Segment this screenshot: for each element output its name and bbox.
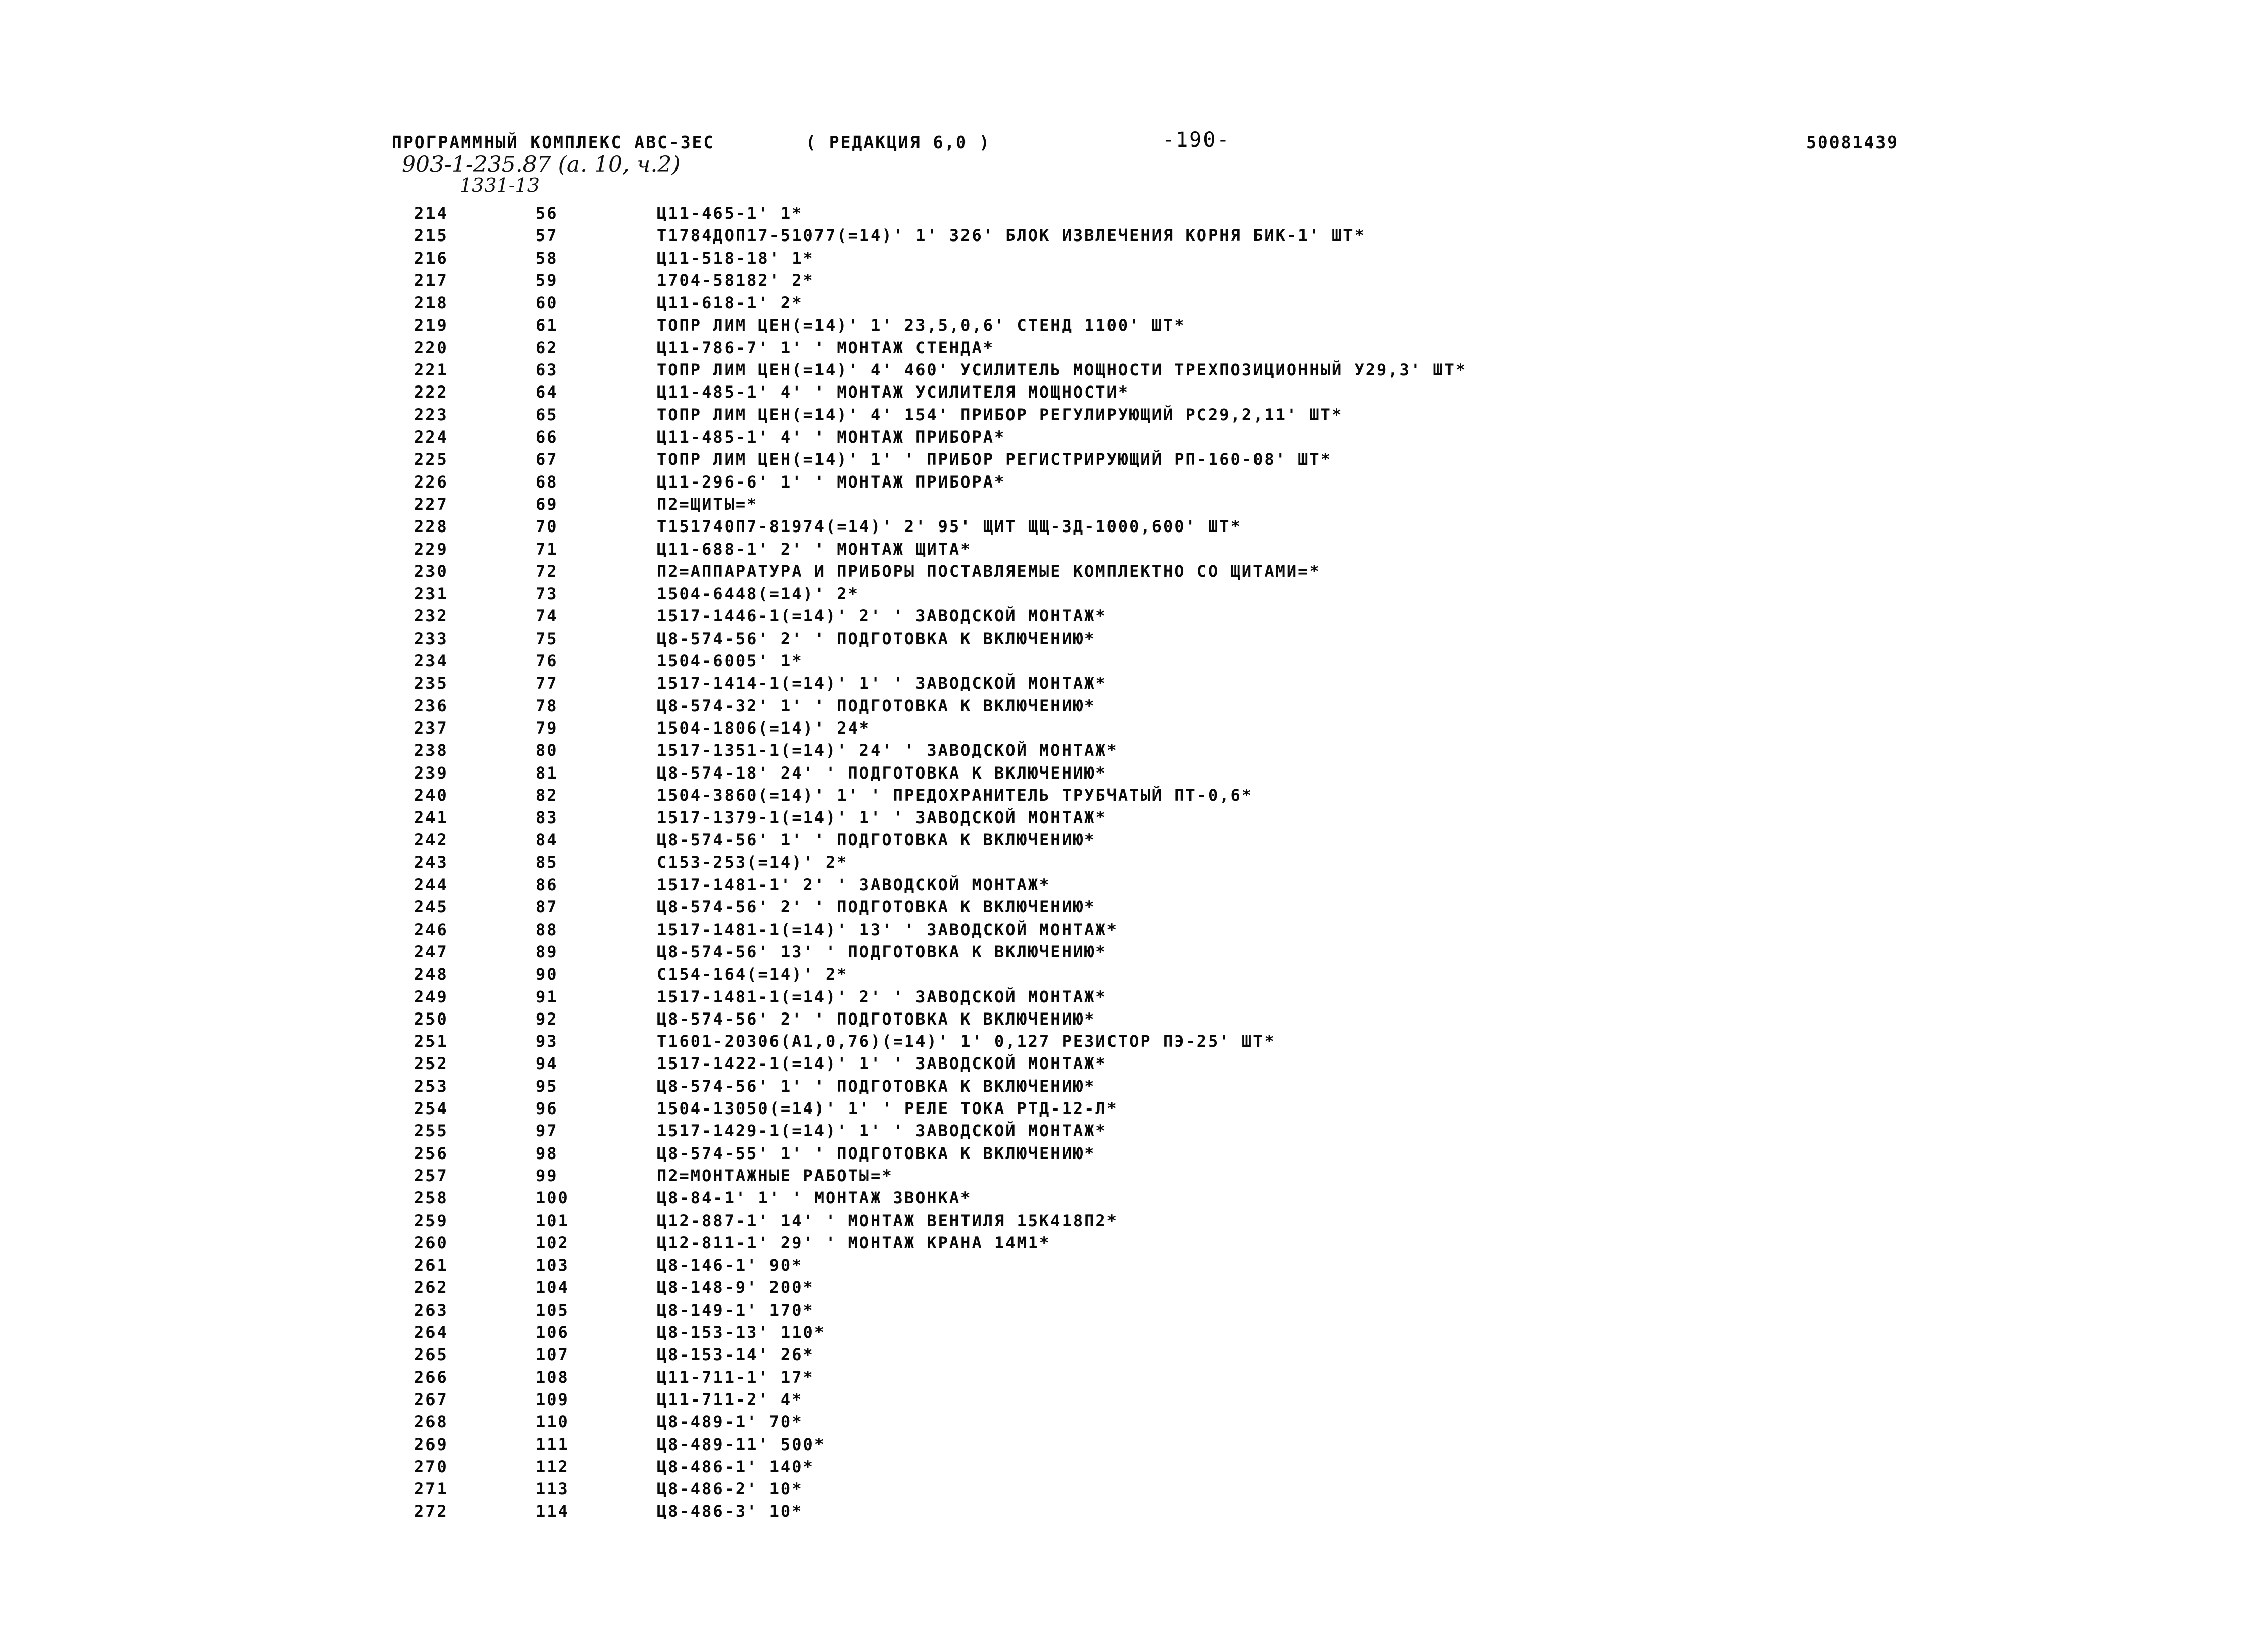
record-text: Ц11-485-1' 4' ' МОНТАЖ ПРИБОРА* xyxy=(657,427,1006,447)
record-text: Ц11-485-1' 4' ' МОНТАЖ УСИЛИТЕЛЯ МОЩНОСТИ* xyxy=(657,382,1130,402)
line-number: 237 xyxy=(414,718,448,738)
record-number: 96 xyxy=(536,1099,558,1118)
record-number: 110 xyxy=(536,1412,569,1432)
record-text: Ц8-146-1' 90* xyxy=(657,1256,803,1275)
line-number: 245 xyxy=(414,897,448,917)
record-number: 104 xyxy=(536,1278,569,1297)
record-number: 111 xyxy=(536,1434,569,1454)
line-number: 214 xyxy=(414,204,448,223)
record-number: 76 xyxy=(536,651,558,670)
record-text: ТОПР ЛИМ ЦЕН(=14)' 1' 23,5,0,6' СТЕНД 1100' ШТ* xyxy=(657,315,1186,335)
record-text: 1517-1481-1(=14)' 2' ' ЗАВОДСКОЙ МОНТАЖ* xyxy=(657,987,1107,1006)
record-number: 82 xyxy=(536,785,558,805)
program-title: ПРОГРАММНЫЙ КОМПЛЕКС АВС-ЗЕС xyxy=(392,132,715,152)
record-text: Ц8-148-9' 200* xyxy=(657,1278,814,1297)
record-number: 66 xyxy=(536,427,558,447)
line-number: 241 xyxy=(414,808,448,828)
line-number: 217 xyxy=(414,270,448,290)
record-text: Ц8-574-56' 1' ' ПОДГОТОВКА К ВКЛЮЧЕНИЮ* xyxy=(657,1076,1096,1096)
record-number: 74 xyxy=(536,606,558,626)
line-number: 215 xyxy=(414,226,448,246)
record-text: Ц8-486-3' 10* xyxy=(657,1502,803,1521)
line-number: 262 xyxy=(414,1278,448,1297)
record-text: Ц8-153-14' 26* xyxy=(657,1345,814,1365)
handwritten-subreference: 1331-13 xyxy=(460,174,540,197)
record-text: 1704-58182' 2* xyxy=(657,270,814,290)
record-text: П2=ЩИТЫ=* xyxy=(657,494,758,514)
record-text: 1504-6448(=14)' 2* xyxy=(657,584,859,604)
record-number: 100 xyxy=(536,1188,569,1208)
record-text: Ц8-486-1' 140* xyxy=(657,1457,814,1476)
line-number: 270 xyxy=(414,1457,448,1476)
line-number: 252 xyxy=(414,1054,448,1074)
handwritten-reference: 903-1-235.87 (а. 10, ч.2) xyxy=(402,152,681,177)
record-number: 80 xyxy=(536,741,558,760)
record-number: 88 xyxy=(536,920,558,939)
record-text: 1517-1481-1' 2' ' ЗАВОДСКОЙ МОНТАЖ* xyxy=(657,875,1051,894)
record-text: 1504-3860(=14)' 1' ' ПРЕДОХРАНИТЕЛЬ ТРУБЧАТЫЙ ПТ-0,6* xyxy=(657,785,1253,805)
record-number: 99 xyxy=(536,1166,558,1185)
record-text: 1517-1446-1(=14)' 2' ' ЗАВОДСКОЙ МОНТАЖ* xyxy=(657,606,1107,626)
line-number: 249 xyxy=(414,987,448,1006)
line-number: 269 xyxy=(414,1434,448,1454)
record-text: Ц8-574-56' 2' ' ПОДГОТОВКА К ВКЛЮЧЕНИЮ* xyxy=(657,629,1096,648)
record-text: Ц8-574-56' 13' ' ПОДГОТОВКА К ВКЛЮЧЕНИЮ* xyxy=(657,942,1107,961)
record-text: Ц8-574-56' 1' ' ПОДГОТОВКА К ВКЛЮЧЕНИЮ* xyxy=(657,830,1096,850)
record-text: Ц8-84-1' 1' ' МОНТАЖ ЗВОНКА* xyxy=(657,1188,972,1208)
record-number: 84 xyxy=(536,830,558,850)
line-number: 242 xyxy=(414,830,448,850)
line-number: 235 xyxy=(414,673,448,693)
record-number: 57 xyxy=(536,226,558,246)
line-number: 267 xyxy=(414,1389,448,1409)
record-number: 95 xyxy=(536,1076,558,1096)
line-number: 239 xyxy=(414,763,448,783)
line-number: 225 xyxy=(414,450,448,469)
line-number: 260 xyxy=(414,1233,448,1252)
record-number: 67 xyxy=(536,450,558,469)
record-number: 60 xyxy=(536,293,558,313)
line-number: 218 xyxy=(414,293,448,313)
record-text: ТОПР ЛИМ ЦЕН(=14)' 1' ' ПРИБОР РЕГИСТРИРУЮЩИЙ РП-160-08' ШТ* xyxy=(657,450,1332,469)
record-number: 64 xyxy=(536,382,558,402)
line-number: 253 xyxy=(414,1076,448,1096)
record-text: 1504-13050(=14)' 1' ' РЕЛЕ ТОКА РТД-12-Л* xyxy=(657,1099,1118,1118)
record-text: Ц11-688-1' 2' ' МОНТАЖ ЩИТА* xyxy=(657,539,972,559)
record-number: 109 xyxy=(536,1389,569,1409)
record-text: Ц8-153-13' 110* xyxy=(657,1323,826,1342)
line-number: 254 xyxy=(414,1099,448,1118)
record-text: ТОПР ЛИМ ЦЕН(=14)' 4' 460' УСИЛИТЕЛЬ МОЩНОСТИ ТРЕХПОЗИЦИОННЫЙ У29,3' ШТ* xyxy=(657,360,1467,380)
line-number: 256 xyxy=(414,1143,448,1163)
record-number: 63 xyxy=(536,360,558,380)
line-number: 226 xyxy=(414,472,448,492)
line-number: 222 xyxy=(414,382,448,402)
record-number: 68 xyxy=(536,472,558,492)
record-text: Ц11-618-1' 2* xyxy=(657,293,803,313)
line-number: 243 xyxy=(414,852,448,872)
line-number: 261 xyxy=(414,1256,448,1275)
record-text: Ц11-711-2' 4* xyxy=(657,1389,803,1409)
record-text: Ц11-518-18' 1* xyxy=(657,248,814,268)
line-number: 263 xyxy=(414,1300,448,1320)
record-number: 77 xyxy=(536,673,558,693)
record-number: 97 xyxy=(536,1121,558,1141)
record-text: Ц12-887-1' 14' ' МОНТАЖ ВЕНТИЛЯ 15К418П2* xyxy=(657,1211,1118,1230)
line-number: 223 xyxy=(414,405,448,424)
record-text: С153-253(=14)' 2* xyxy=(657,852,848,872)
record-text: Ц8-574-18' 24' ' ПОДГОТОВКА К ВКЛЮЧЕНИЮ* xyxy=(657,763,1107,783)
record-text: Ц8-574-55' 1' ' ПОДГОТОВКА К ВКЛЮЧЕНИЮ* xyxy=(657,1143,1096,1163)
record-text: Ц8-574-56' 2' ' ПОДГОТОВКА К ВКЛЮЧЕНИЮ* xyxy=(657,897,1096,917)
record-number: 102 xyxy=(536,1233,569,1252)
record-text: 1504-6005' 1* xyxy=(657,651,803,670)
line-number: 219 xyxy=(414,315,448,335)
record-text: Ц11-711-1' 17* xyxy=(657,1367,814,1387)
line-number: 255 xyxy=(414,1121,448,1141)
line-number: 272 xyxy=(414,1502,448,1521)
record-text: Ц11-296-6' 1' ' МОНТАЖ ПРИБОРА* xyxy=(657,472,1006,492)
record-number: 114 xyxy=(536,1502,569,1521)
record-number: 73 xyxy=(536,584,558,604)
record-number: 62 xyxy=(536,337,558,357)
record-number: 113 xyxy=(536,1479,569,1499)
record-text: 1517-1422-1(=14)' 1' ' ЗАВОДСКОЙ МОНТАЖ* xyxy=(657,1054,1107,1074)
record-text: 1517-1379-1(=14)' 1' ' ЗАВОДСКОЙ МОНТАЖ* xyxy=(657,808,1107,828)
line-number: 265 xyxy=(414,1345,448,1365)
record-number: 59 xyxy=(536,270,558,290)
record-number: 78 xyxy=(536,696,558,715)
record-number: 93 xyxy=(536,1032,558,1051)
record-number: 106 xyxy=(536,1323,569,1342)
line-number: 238 xyxy=(414,741,448,760)
record-number: 108 xyxy=(536,1367,569,1387)
line-number: 232 xyxy=(414,606,448,626)
record-text: 1517-1351-1(=14)' 24' ' ЗАВОДСКОЙ МОНТАЖ* xyxy=(657,741,1118,760)
line-number: 247 xyxy=(414,942,448,961)
line-number: 264 xyxy=(414,1323,448,1342)
record-number: 75 xyxy=(536,629,558,648)
line-number: 240 xyxy=(414,785,448,805)
record-number: 91 xyxy=(536,987,558,1006)
line-number: 233 xyxy=(414,629,448,648)
record-number: 79 xyxy=(536,718,558,738)
record-number: 101 xyxy=(536,1211,569,1230)
line-number: 258 xyxy=(414,1188,448,1208)
record-text: Ц12-811-1' 29' ' МОНТАЖ КРАНА 14М1* xyxy=(657,1233,1051,1252)
record-text: Ц8-489-1' 70* xyxy=(657,1412,803,1432)
line-number: 271 xyxy=(414,1479,448,1499)
record-number: 61 xyxy=(536,315,558,335)
page-number: -190- xyxy=(1162,128,1231,152)
line-number: 244 xyxy=(414,875,448,894)
record-text: Т151740П7-81974(=14)' 2' 95' ЩИТ ЩЩ-3Д-1000,600' ШТ* xyxy=(657,517,1242,537)
line-number: 231 xyxy=(414,584,448,604)
record-number: 112 xyxy=(536,1457,569,1476)
line-number: 230 xyxy=(414,561,448,581)
record-number: 107 xyxy=(536,1345,569,1365)
line-number: 259 xyxy=(414,1211,448,1230)
record-text: 1517-1481-1(=14)' 13' ' ЗАВОДСКОЙ МОНТАЖ* xyxy=(657,920,1118,939)
record-number: 71 xyxy=(536,539,558,559)
record-number: 90 xyxy=(536,964,558,984)
line-number: 227 xyxy=(414,494,448,514)
record-number: 86 xyxy=(536,875,558,894)
line-number: 221 xyxy=(414,360,448,380)
record-text: Ц11-786-7' 1' ' МОНТАЖ СТЕНДА* xyxy=(657,337,994,357)
record-number: 105 xyxy=(536,1300,569,1320)
record-text: ТОПР ЛИМ ЦЕН(=14)' 4' 154' ПРИБОР РЕГУЛИРУЮЩИЙ РС29,2,11' ШТ* xyxy=(657,405,1343,424)
record-number: 85 xyxy=(536,852,558,872)
line-number: 234 xyxy=(414,651,448,670)
edition-label: ( РЕДАКЦИЯ 6,0 ) xyxy=(806,132,991,152)
line-number: 268 xyxy=(414,1412,448,1432)
line-number: 216 xyxy=(414,248,448,268)
line-number: 229 xyxy=(414,539,448,559)
record-text: 1504-1806(=14)' 24* xyxy=(657,718,871,738)
record-number: 81 xyxy=(536,763,558,783)
line-number: 266 xyxy=(414,1367,448,1387)
record-text: Т1784ДОП17-51077(=14)' 1' 326' БЛОК ИЗВЛЕЧЕНИЯ КОРНЯ БИК-1' ШТ* xyxy=(657,226,1366,246)
record-number: 69 xyxy=(536,494,558,514)
record-number: 103 xyxy=(536,1256,569,1275)
record-text: Ц8-489-11' 500* xyxy=(657,1434,826,1454)
record-text: Ц8-149-1' 170* xyxy=(657,1300,814,1320)
record-text: Т1601-20306(А1,0,76)(=14)' 1' 0,127 РЕЗИСТОР ПЭ-25' ШТ* xyxy=(657,1032,1276,1051)
record-number: 98 xyxy=(536,1143,558,1163)
line-number: 228 xyxy=(414,517,448,537)
record-text: 1517-1414-1(=14)' 1' ' ЗАВОДСКОЙ МОНТАЖ* xyxy=(657,673,1107,693)
record-number: 92 xyxy=(536,1009,558,1029)
document-code: 50081439 xyxy=(1806,132,1899,152)
record-number: 72 xyxy=(536,561,558,581)
line-number: 220 xyxy=(414,337,448,357)
line-number: 250 xyxy=(414,1009,448,1029)
line-number: 248 xyxy=(414,964,448,984)
record-number: 94 xyxy=(536,1054,558,1074)
record-text: Ц8-486-2' 10* xyxy=(657,1479,803,1499)
record-number: 87 xyxy=(536,897,558,917)
record-number: 58 xyxy=(536,248,558,268)
record-number: 56 xyxy=(536,204,558,223)
line-number: 251 xyxy=(414,1032,448,1051)
record-text: Ц8-574-32' 1' ' ПОДГОТОВКА К ВКЛЮЧЕНИЮ* xyxy=(657,696,1096,715)
record-text: С154-164(=14)' 2* xyxy=(657,964,848,984)
record-text: П2=МОНТАЖНЫЕ РАБОТЫ=* xyxy=(657,1166,893,1185)
line-number: 246 xyxy=(414,920,448,939)
record-text: 1517-1429-1(=14)' 1' ' ЗАВОДСКОЙ МОНТАЖ* xyxy=(657,1121,1107,1141)
line-number: 236 xyxy=(414,696,448,715)
record-number: 83 xyxy=(536,808,558,828)
line-number: 257 xyxy=(414,1166,448,1185)
record-number: 89 xyxy=(536,942,558,961)
record-number: 65 xyxy=(536,405,558,424)
line-number: 224 xyxy=(414,427,448,447)
record-number: 70 xyxy=(536,517,558,537)
record-text: Ц8-574-56' 2' ' ПОДГОТОВКА К ВКЛЮЧЕНИЮ* xyxy=(657,1009,1096,1029)
record-text: Ц11-465-1' 1* xyxy=(657,204,803,223)
record-text: П2=АППАРАТУРА И ПРИБОРЫ ПОСТАВЛЯЕМЫЕ КОМПЛЕКТНО СО ЩИТАМИ=* xyxy=(657,561,1321,581)
